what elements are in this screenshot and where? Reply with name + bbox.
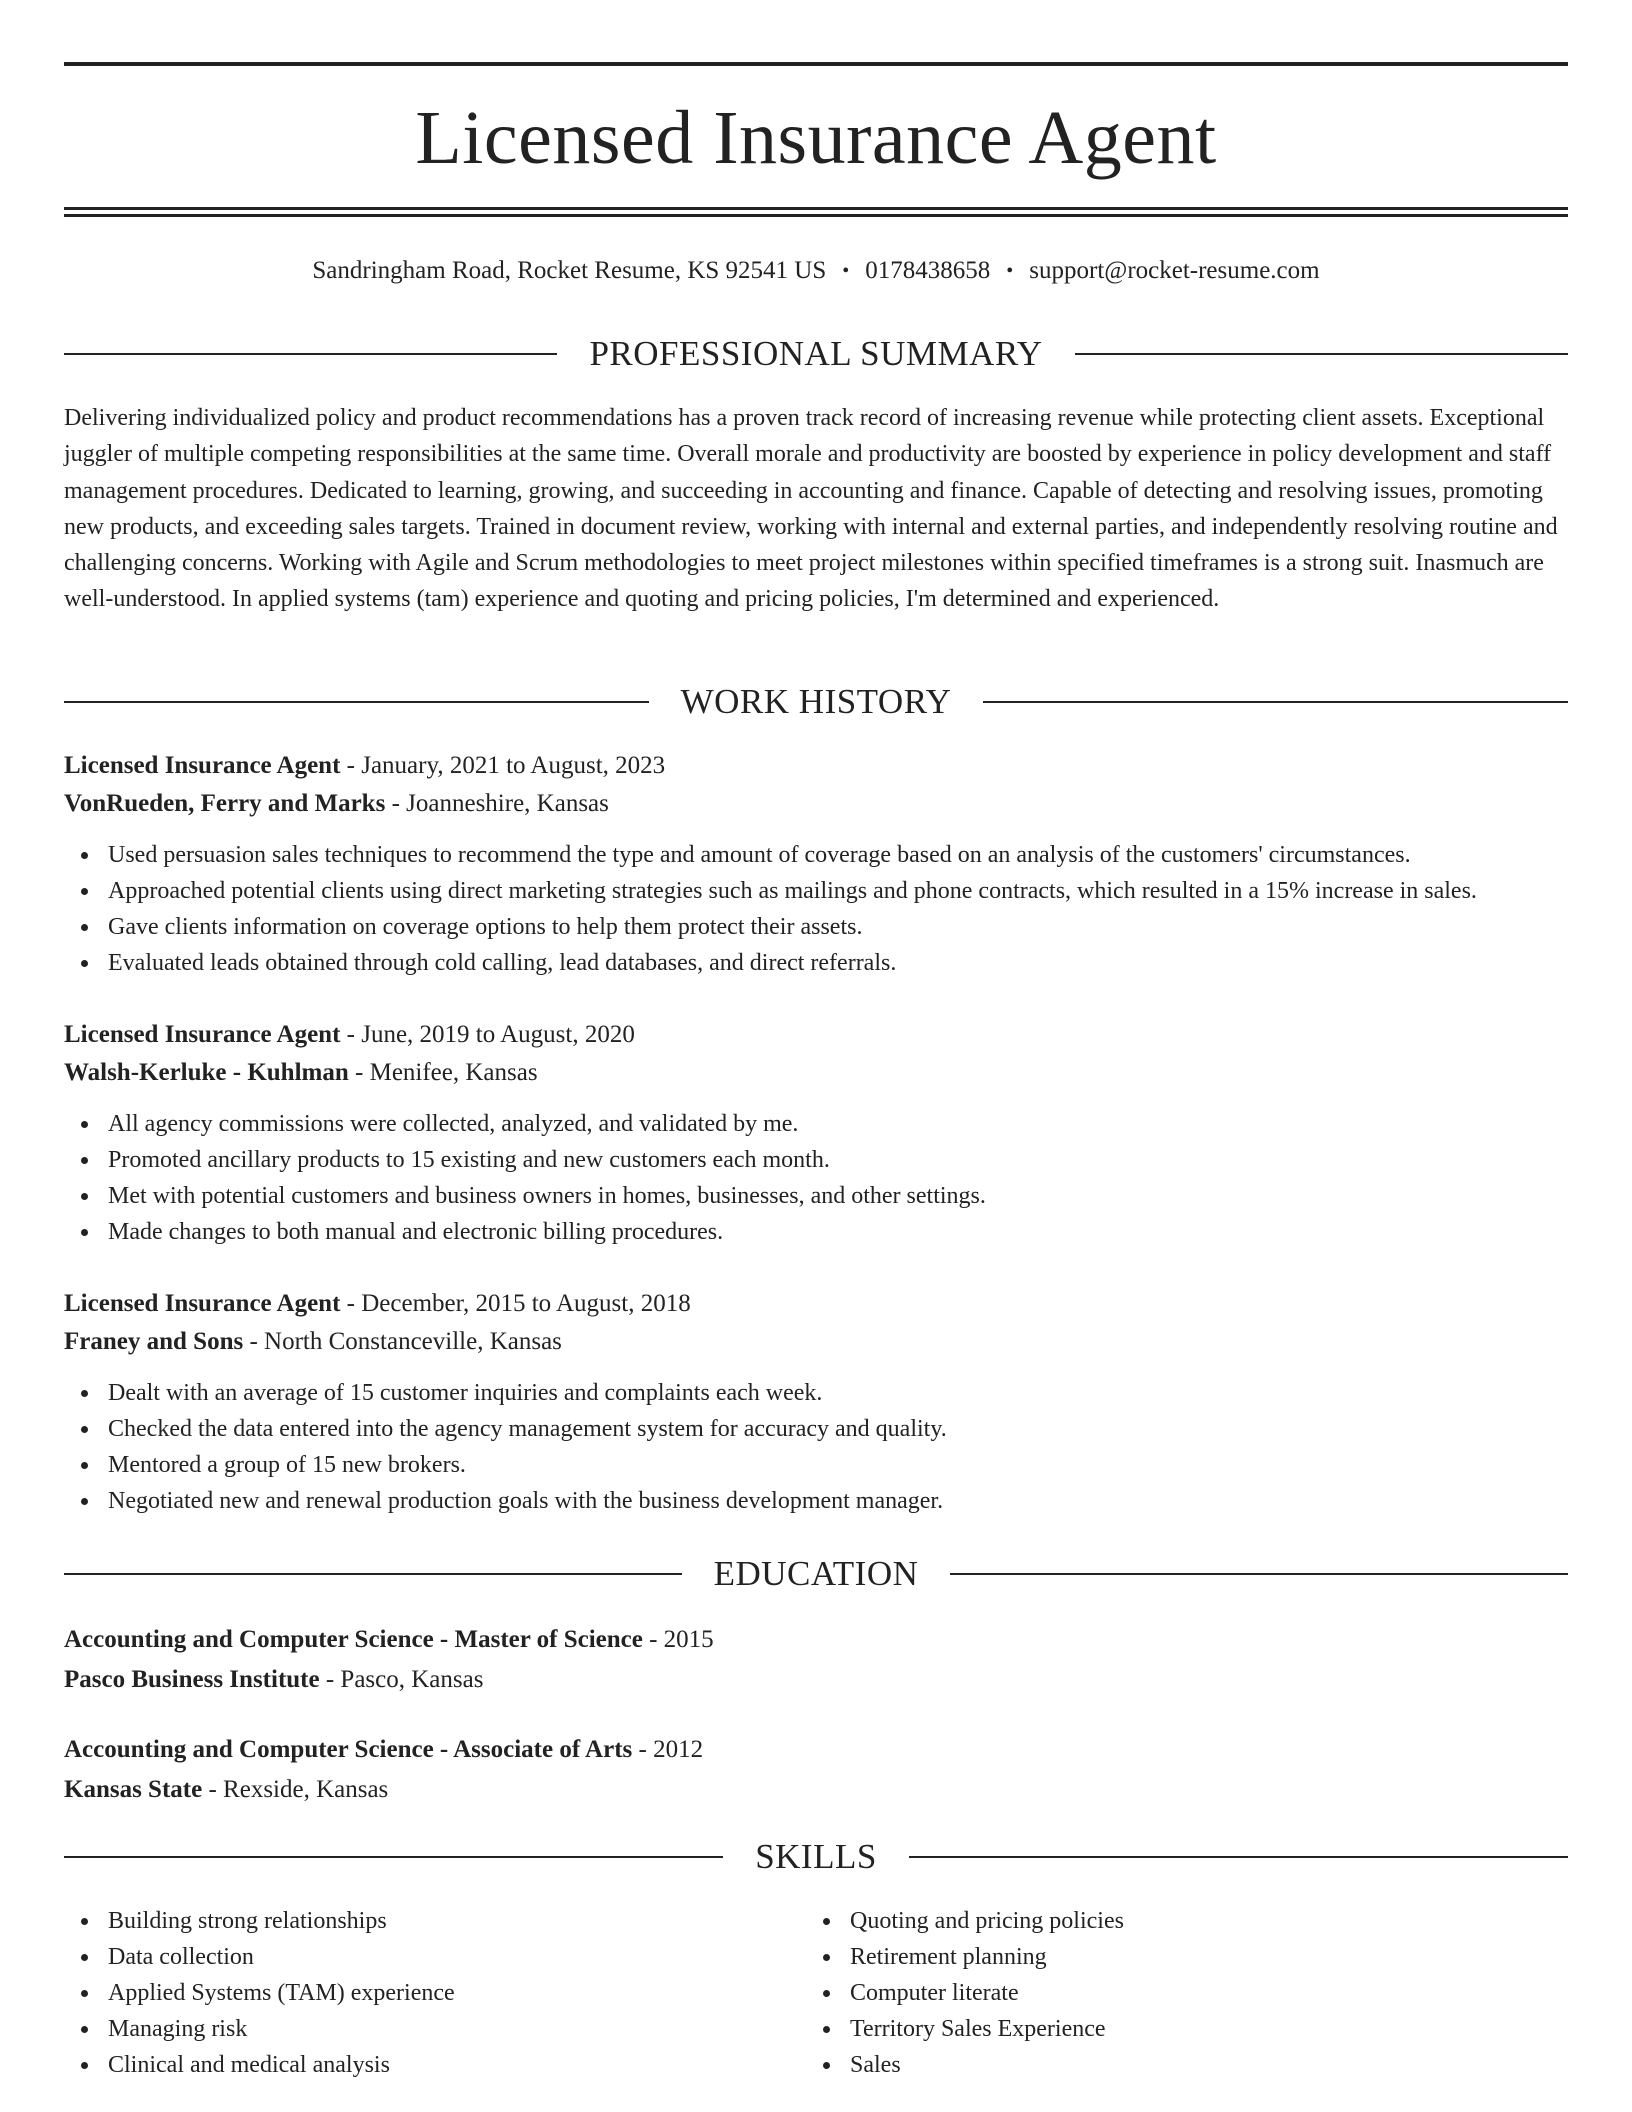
company-line: [64, 785, 1568, 823]
list-item: Negotiated new and renewal production goals with the business development manager.: [64, 1483, 1568, 1519]
list-item: Made changes to both manual and electronic billing procedures.: [64, 1214, 1568, 1250]
job-bullets: [64, 837, 1568, 981]
skill-item: Building strong relationships: [64, 1903, 806, 1939]
section-header-skills: [64, 1839, 1568, 1874]
contact-email: support@rocket-resume.com: [1029, 257, 1320, 284]
skill-item: Quoting and pricing policies: [806, 1903, 1568, 1939]
section-header-education: [64, 1556, 1568, 1591]
work-entry: [64, 1285, 1568, 1519]
company-line: [64, 1054, 1568, 1092]
list-item: Gave clients information on coverage options to help them protect their assets.: [64, 909, 1568, 945]
section-rule: [64, 1573, 682, 1575]
skill-item: Applied Systems (TAM) experience: [64, 1975, 806, 2011]
job-bullets: [64, 1375, 1568, 1519]
section-header-work: [64, 684, 1568, 719]
degree-line: [64, 1730, 1568, 1770]
skill-item: Sales: [806, 2047, 1568, 2083]
work-entry: [64, 1016, 1568, 1250]
list-item: Mentored a group of 15 new brokers.: [64, 1447, 1568, 1483]
list-item: Used persuasion sales techniques to recommend the type and amount of coverage based on an analysis of the customers' circumstances.: [64, 837, 1568, 873]
skill-item: Managing risk: [64, 2011, 806, 2047]
list-item: All agency commissions were collected, analyzed, and validated by me.: [64, 1106, 1568, 1142]
contact-separator: •: [1006, 259, 1014, 282]
degree-line: [64, 1620, 1568, 1660]
company-location: - North Constanceville, Kansas: [243, 1328, 562, 1355]
degree-year: - 2015: [642, 1626, 714, 1653]
skills-columns: [64, 1903, 1568, 2083]
section-header-summary: [64, 336, 1568, 371]
job-title: Licensed Insurance Agent: [64, 752, 341, 779]
contact-phone: 0178438658: [865, 257, 991, 284]
job-title: Licensed Insurance Agent: [64, 1290, 341, 1317]
contact-separator: •: [842, 259, 850, 282]
skill-item: Clinical and medical analysis: [64, 2047, 806, 2083]
degree-name: Accounting and Computer Science - Master of Science: [64, 1626, 643, 1653]
school-line: [64, 1660, 1568, 1700]
education-entry: [64, 1620, 1568, 1700]
education-entry: [64, 1730, 1568, 1810]
section-rule: [983, 701, 1568, 703]
degree-year: - 2012: [632, 1736, 704, 1763]
job-title-line: [64, 1285, 1568, 1323]
list-item: Approached potential clients using direct marketing strategies such as mailings and phone contracts, which resulted in a 15% increase in sales.: [64, 873, 1568, 909]
job-dates: - June, 2019 to August, 2020: [340, 1021, 635, 1048]
work-entry: [64, 747, 1568, 981]
section-title: PROFESSIONAL SUMMARY: [589, 334, 1043, 373]
list-item: Dealt with an average of 15 customer inquiries and complaints each week.: [64, 1375, 1568, 1411]
job-title-line: [64, 1016, 1568, 1054]
school-name: Kansas State: [64, 1776, 203, 1803]
skill-item: Data collection: [64, 1939, 806, 1975]
company-line: [64, 1323, 1568, 1361]
contact-line: [64, 258, 1568, 283]
header-bottom-rule: [64, 207, 1568, 217]
company-name: VonRueden, Ferry and Marks: [64, 790, 386, 817]
list-item: Met with potential customers and business owners in homes, businesses, and other settings.: [64, 1178, 1568, 1214]
degree-name: Accounting and Computer Science - Associate of Arts: [64, 1736, 633, 1763]
summary-text: Delivering individualized policy and product recommendations has a proven track record of increasing revenue while protecting client assets. Exceptional juggler of multiple competing responsibilities at the same time. Overall morale and productivity are boosted by experience in policy development and staff management procedures. Dedicated to learning, growing, and succeeding in accounting and finance. Capable of detecting and resolving issues, promoting new products, and exceeding sales targets. Trained in document review, working with internal and external parties, and independently resolving routine and challenging concerns. Working with Agile and Scrum methodologies to meet project milestones within specified timeframes is a strong suit. Inasmuch are well-understood. In applied systems (tam) experience and quoting and pricing policies, I'm determined and experienced.: [64, 405, 1558, 613]
company-name: Walsh-Kerluke - Kuhlman: [64, 1059, 349, 1086]
company-location: - Menifee, Kansas: [348, 1059, 538, 1086]
skills-list-left: [64, 1903, 806, 2083]
job-title-line: [64, 747, 1568, 785]
section-rule: [950, 1573, 1568, 1575]
company-name: Franey and Sons: [64, 1328, 244, 1355]
section-rule: [909, 1856, 1568, 1858]
section-rule: [64, 1856, 723, 1858]
skill-item: Territory Sales Experience: [806, 2011, 1568, 2047]
job-dates: - January, 2021 to August, 2023: [340, 752, 666, 779]
section-rule: [1075, 353, 1568, 355]
section-rule: [64, 353, 557, 355]
skill-item: Retirement planning: [806, 1939, 1568, 1975]
school-location: - Pasco, Kansas: [319, 1666, 484, 1693]
company-location: - Joanneshire, Kansas: [385, 790, 609, 817]
list-item: Evaluated leads obtained through cold calling, lead databases, and direct referrals.: [64, 945, 1568, 981]
skills-list-right: [806, 1903, 1568, 2083]
school-location: - Rexside, Kansas: [202, 1776, 389, 1803]
job-dates: - December, 2015 to August, 2018: [340, 1290, 691, 1317]
skill-item: Computer literate: [806, 1975, 1568, 2011]
contact-address: Sandringham Road, Rocket Resume, KS 92541 US: [312, 257, 827, 284]
section-rule: [64, 701, 649, 703]
school-name: Pasco Business Institute: [64, 1666, 320, 1693]
school-line: [64, 1770, 1568, 1810]
list-item: Promoted ancillary products to 15 existing and new customers each month.: [64, 1142, 1568, 1178]
header-top-rule: [64, 62, 1568, 66]
job-bullets: [64, 1106, 1568, 1250]
section-title: WORK HISTORY: [680, 682, 952, 721]
job-title: Licensed Insurance Agent: [64, 1021, 341, 1048]
section-title: EDUCATION: [713, 1554, 919, 1593]
list-item: Checked the data entered into the agency management system for accuracy and quality.: [64, 1411, 1568, 1447]
resume-name: Licensed Insurance Agent: [415, 96, 1217, 180]
section-title: SKILLS: [755, 1837, 877, 1876]
